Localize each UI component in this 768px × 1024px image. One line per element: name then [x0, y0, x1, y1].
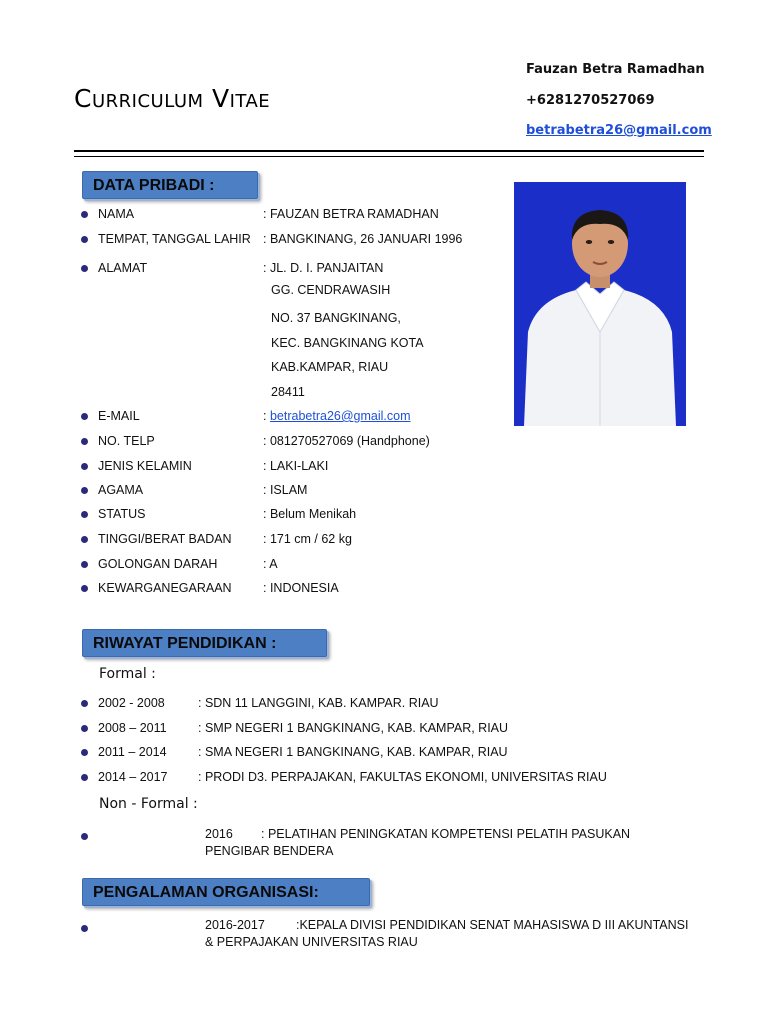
organization-year: 2016-2017 — [205, 918, 265, 932]
field-value: : BANGKINANG, 26 JANUARI 1996 — [263, 232, 463, 246]
field-label: GOLONGAN DARAH — [98, 557, 218, 571]
education-row — [0, 768, 768, 786]
field-label: TEMPAT, TANGGAL LAHIR — [98, 232, 251, 246]
field-value: : 081270527069 (Handphone) — [263, 434, 430, 448]
field-row-nama — [0, 205, 768, 223]
field-row-email — [0, 407, 768, 425]
field-value: : Belum Menikah — [263, 507, 357, 521]
field-row-alamat — [0, 259, 768, 277]
education-school: : PRODI D3. PERPAJAKAN, FAKULTAS EKONOMI, UNIVERSITAS RIAU — [198, 770, 607, 784]
field-value: : ISLAM — [263, 483, 308, 497]
field-value: : JL. D. I. PANJAITAN — [263, 261, 384, 275]
field-label: JENIS KELAMIN — [98, 459, 192, 473]
header-name: Fauzan Betra Ramadhan — [526, 62, 705, 77]
section-heading-education: RIWAYAT PENDIDIKAN : — [82, 629, 327, 657]
organization-text — [205, 917, 705, 951]
education-school: : SDN 11 LANGGINI, KAB. KAMPAR. RIAU — [198, 696, 439, 710]
field-value: : A — [263, 557, 278, 571]
header-divider-thin — [74, 156, 704, 157]
bullet-icon — [81, 925, 88, 932]
bullet-icon — [81, 463, 88, 470]
field-value: : INDONESIA — [263, 581, 339, 595]
bullet-icon — [81, 725, 88, 732]
field-label: TINGGI/BERAT BADAN — [98, 532, 232, 546]
bullet-icon — [81, 585, 88, 592]
header-phone: +6281270527069 — [526, 93, 655, 108]
education-row — [0, 694, 768, 712]
field-row-kewarganegaraan — [0, 579, 768, 597]
address-line: NO. 37 BANGKINANG, — [271, 311, 401, 325]
field-row-tinggi-berat — [0, 530, 768, 548]
field-row-status — [0, 505, 768, 523]
field-label: NO. TELP — [98, 434, 155, 448]
field-value — [263, 407, 411, 425]
nonformal-title-cont: PENGIBAR BENDERA — [205, 844, 334, 858]
education-row — [0, 743, 768, 761]
section-heading-organization: PENGALAMAN ORGANISASI: — [82, 878, 370, 906]
field-label: ALAMAT — [98, 261, 148, 275]
header-email-link[interactable]: betrabetra26@gmail.com — [526, 123, 712, 138]
email-link[interactable]: betrabetra26@gmail.com — [269, 409, 411, 423]
section-heading-personal: DATA PRIBADI : — [82, 171, 258, 199]
organization-role-cont: & PERPAJAKAN UNIVERSITAS RIAU — [205, 935, 418, 949]
bullet-icon — [81, 833, 88, 840]
bullet-icon — [81, 211, 88, 218]
bullet-icon — [81, 749, 88, 756]
field-value: : LAKI-LAKI — [263, 459, 329, 473]
field-row-jenis-kelamin — [0, 457, 768, 475]
field-row-ttl — [0, 230, 768, 248]
organization-role: :KEPALA DIVISI PENDIDIKAN SENAT MAHASISWA D III AKUNTANSI — [296, 918, 689, 932]
nonformal-row — [0, 826, 768, 862]
field-row-golongan-darah — [0, 555, 768, 573]
address-line: KEC. BANGKINANG KOTA — [271, 336, 424, 350]
field-value: : 171 cm / 62 kg — [263, 532, 352, 546]
address-line: 28411 — [271, 385, 305, 399]
education-row — [0, 719, 768, 737]
subheading-formal: Formal : — [99, 666, 156, 682]
nonformal-line — [205, 826, 705, 843]
document-title: Curriculum Vitae — [74, 84, 271, 113]
bullet-icon — [81, 236, 88, 243]
field-label: STATUS — [98, 507, 146, 521]
bullet-icon — [81, 700, 88, 707]
education-years: 2008 – 2011 — [98, 721, 167, 735]
bullet-icon — [81, 487, 88, 494]
bullet-icon — [81, 774, 88, 781]
bullet-icon — [81, 536, 88, 543]
bullet-icon — [81, 561, 88, 568]
field-label: AGAMA — [98, 483, 144, 497]
address-line: GG. CENDRAWASIH — [271, 283, 391, 297]
education-years: 2002 - 2008 — [98, 696, 165, 710]
education-years: 2011 – 2014 — [98, 745, 167, 759]
field-label: NAMA — [98, 207, 135, 221]
field-colon: : — [263, 409, 267, 423]
education-school: : SMA NEGERI 1 BANGKINANG, KAB. KAMPAR, RIAU — [198, 745, 508, 759]
nonformal-year: 2016 — [205, 827, 233, 841]
bullet-icon — [81, 265, 88, 272]
field-value: : FAUZAN BETRA RAMADHAN — [263, 207, 439, 221]
header-divider-thick — [74, 150, 704, 152]
organization-row — [0, 917, 768, 953]
address-line: KAB.KAMPAR, RIAU — [271, 360, 389, 374]
organization-line — [205, 917, 705, 934]
field-row-telp — [0, 432, 768, 450]
bullet-icon — [81, 438, 88, 445]
nonformal-text — [205, 826, 705, 860]
bullet-icon — [81, 413, 88, 420]
bullet-icon — [81, 511, 88, 518]
nonformal-title: : PELATIHAN PENINGKATAN KOMPETENSI PELATIH PASUKAN — [261, 827, 631, 841]
field-row-agama — [0, 481, 768, 499]
field-label: E-MAIL — [98, 409, 140, 423]
education-school: : SMP NEGERI 1 BANGKINANG, KAB. KAMPAR, RIAU — [198, 721, 509, 735]
field-label: KEWARGANEGARAAN — [98, 581, 232, 595]
subheading-nonformal: Non - Formal : — [99, 796, 198, 812]
education-years: 2014 – 2017 — [98, 770, 168, 784]
